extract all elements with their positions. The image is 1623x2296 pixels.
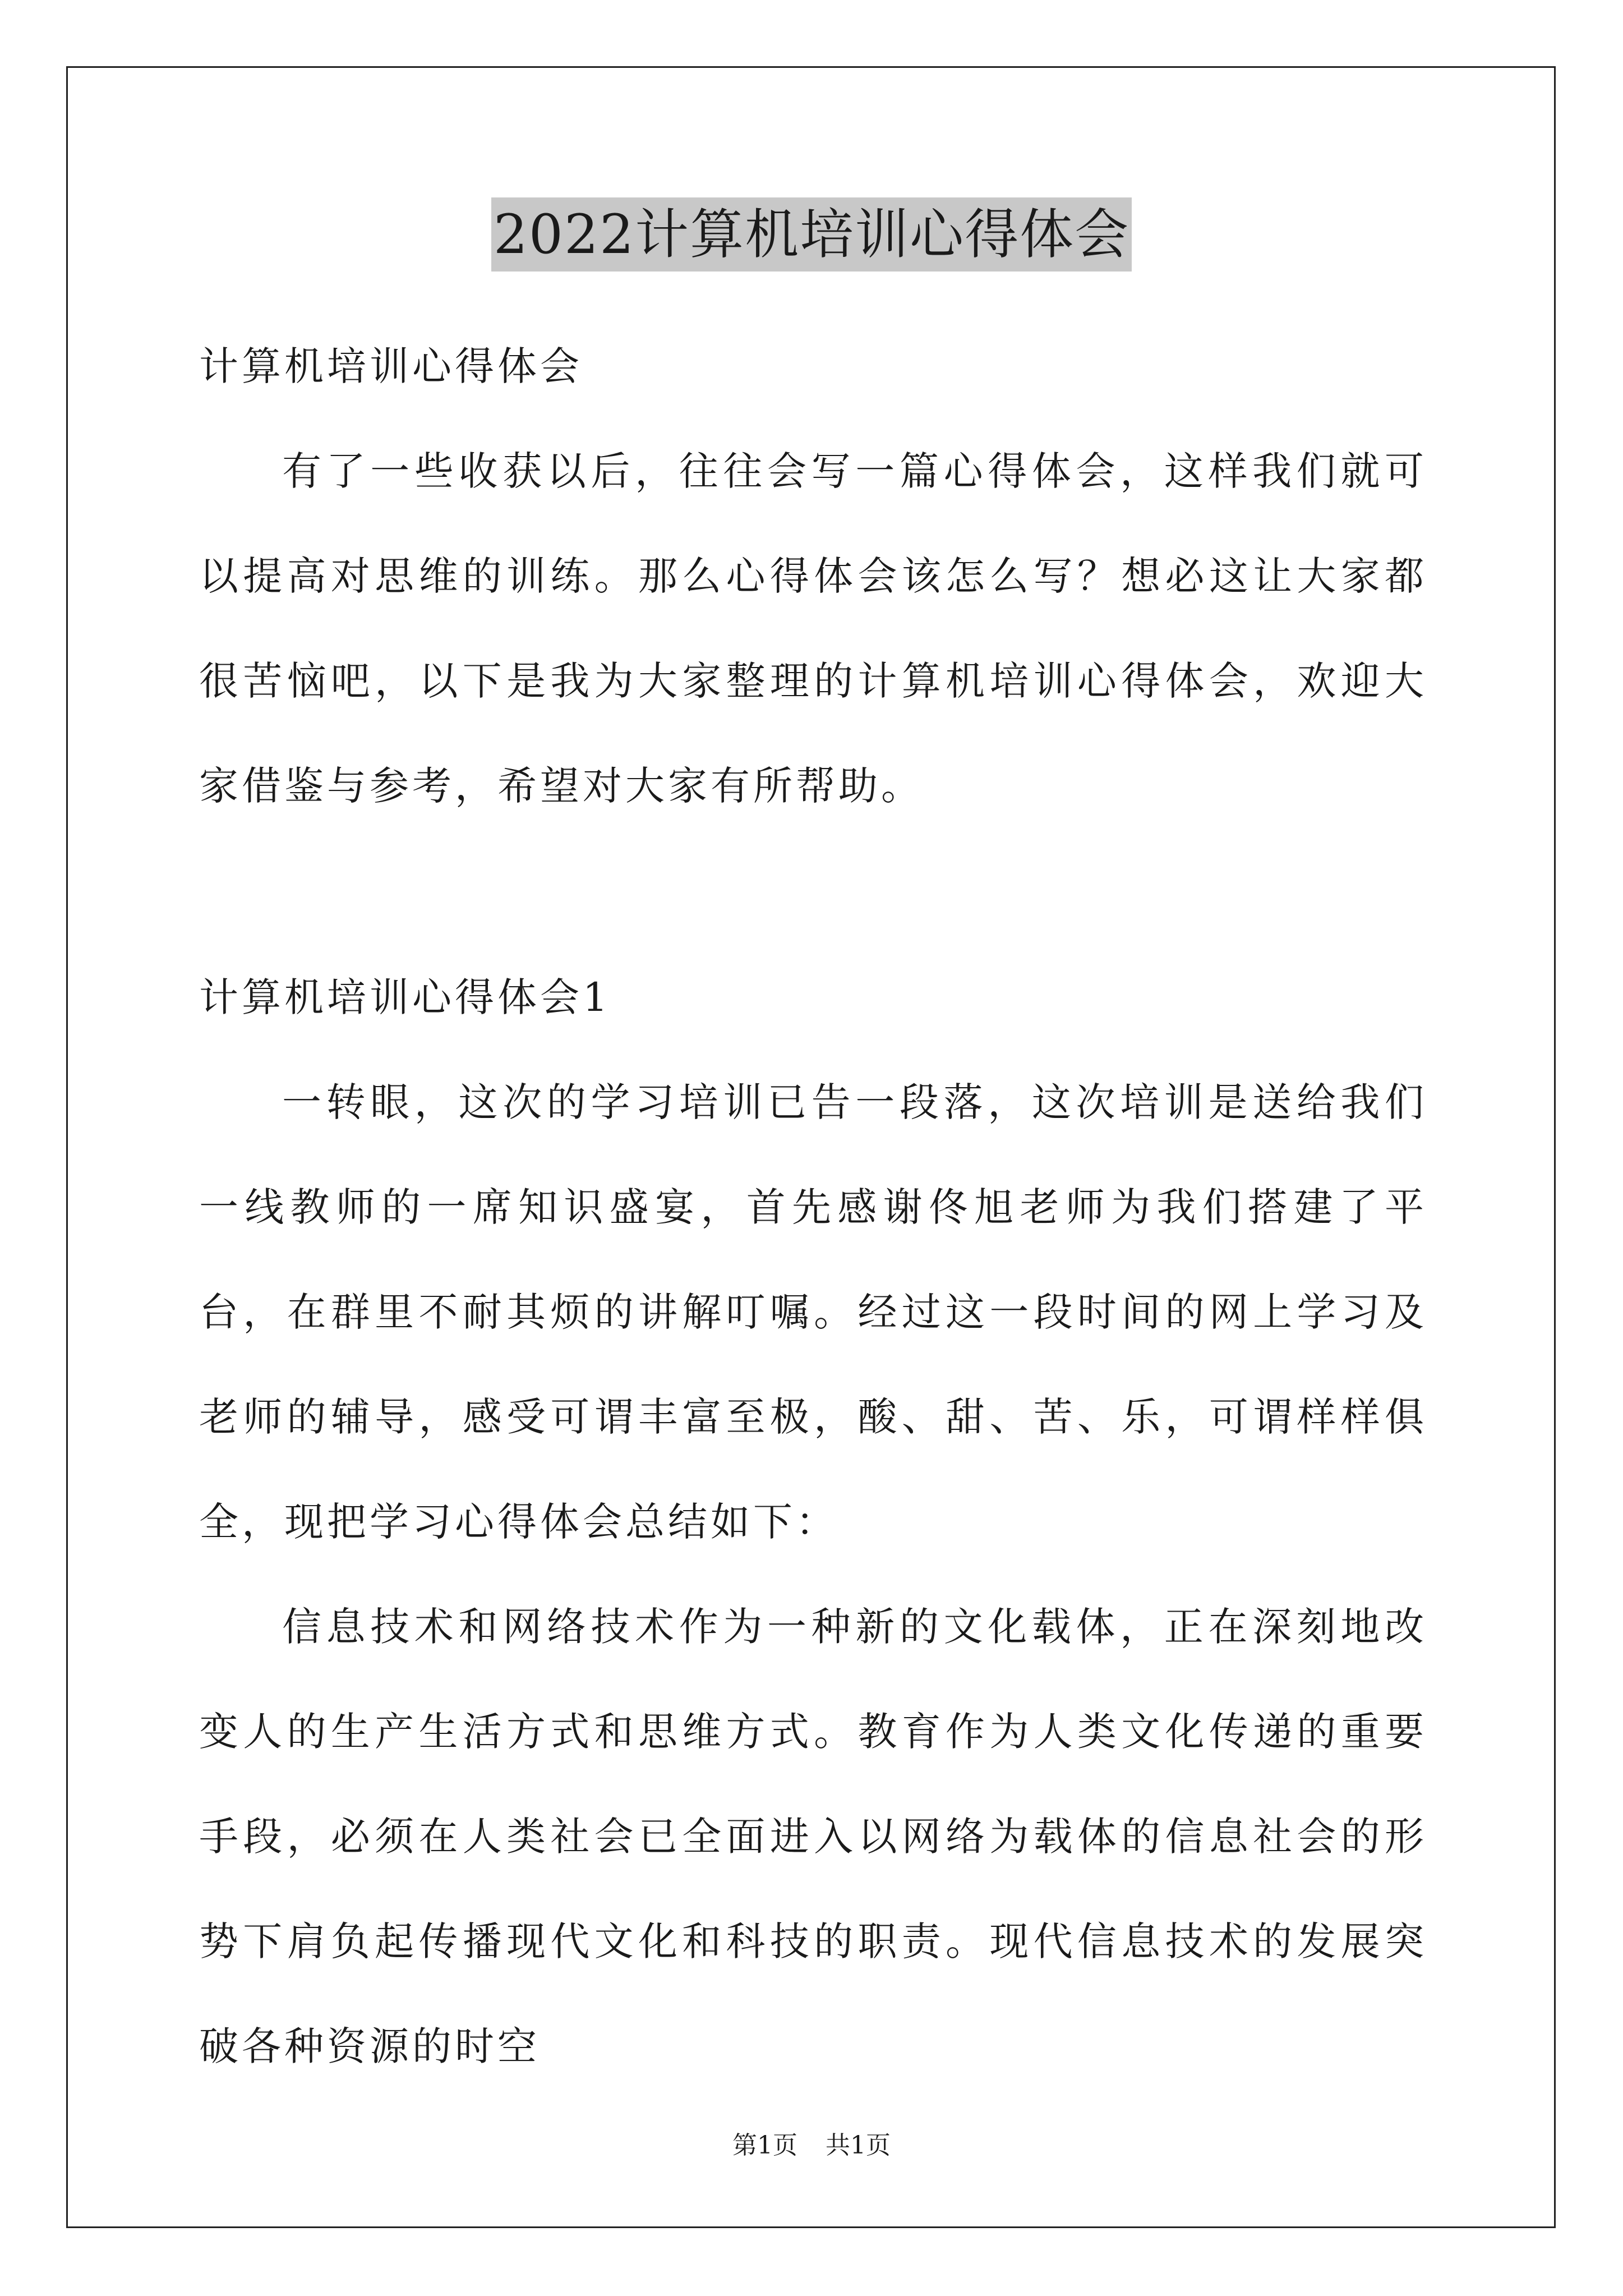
- body-paragraph: 一转眼，这次的学习培训已告一段落，这次培训是送给我们一线教师的一席知识盛宴，首先感谢佟旭老师为我们搭建了平台，在群里不耐其烦的讲解叮嘱。经过这一段时间的网上学习及老师的辅导，感受可谓丰富至极，酸、甜、苦、乐，可谓样样俱全，现把学习心得体会总结如下：: [199, 1079, 1427, 1545]
- document-body: [199, 314, 1427, 2099]
- section-heading: 计算机培训心得体会1: [199, 974, 611, 1020]
- body-paragraph: 信息技术和网络技术作为一种新的文化载体，正在深刻地改变人的生产生活方式和思维方式。教育作为人类文化传递的重要手段，必须在人类社会已全面进入以网络为载体的信息社会的形势下肩负起传播现代文化和科技的职责。现代信息技术的发展突破各种资源的时空: [199, 1604, 1427, 2069]
- page-total: 共1页: [826, 2131, 891, 2160]
- document-title: 2022计算机培训心得体会: [491, 197, 1132, 272]
- page-footer: [0, 2129, 1623, 2162]
- intro-paragraph: 有了一些收获以后，往往会写一篇心得体会，这样我们就可以提高对思维的训练。那么心得体会该怎么写？想必这让大家都很苦恼吧，以下是我为大家整理的计算机培训心得体会，欢迎大家借鉴与参考，希望对大家有所帮助。: [199, 448, 1427, 809]
- page-number: 第1页: [732, 2131, 797, 2160]
- title-container: [0, 197, 1623, 272]
- section-heading: 计算机培训心得体会: [199, 343, 583, 389]
